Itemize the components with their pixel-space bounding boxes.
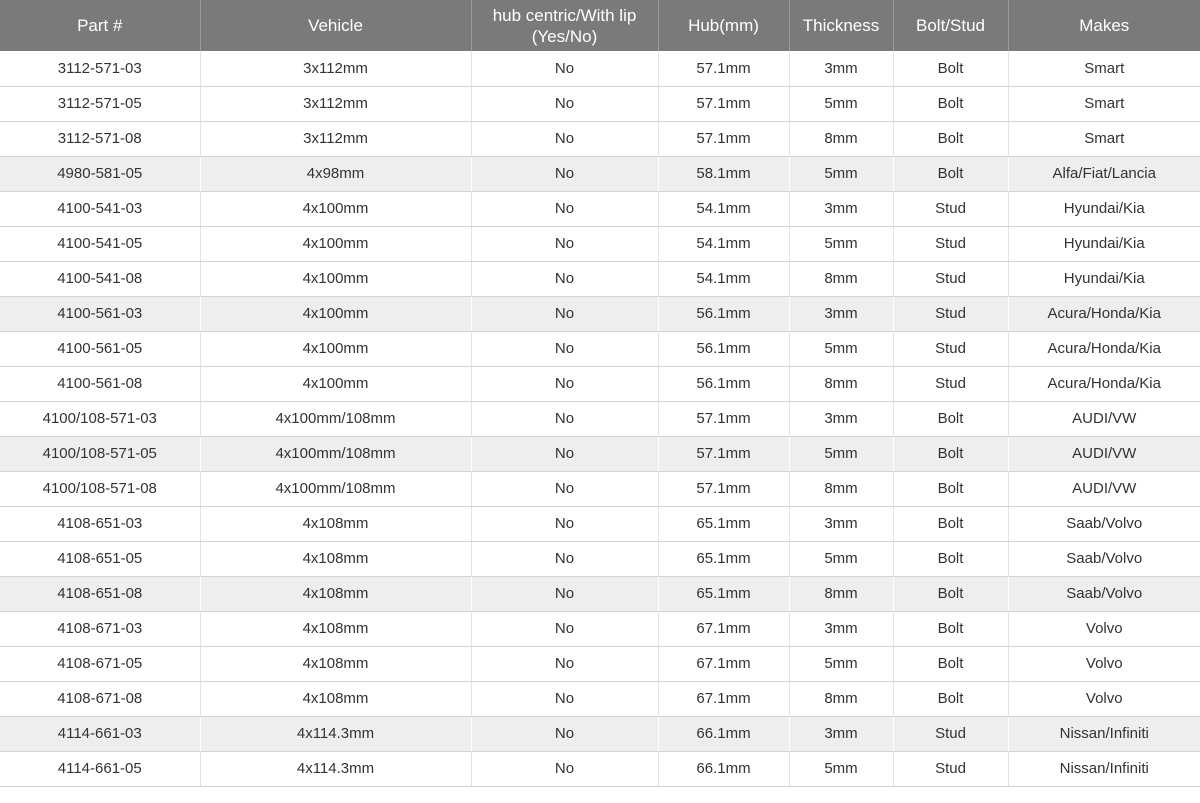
cell-part-number: 4980-581-05 bbox=[0, 156, 200, 191]
header-bolt-stud: Bolt/Stud bbox=[893, 0, 1008, 51]
header-hub-mm: Hub(mm) bbox=[658, 0, 789, 51]
header-part-number: Part # bbox=[0, 0, 200, 51]
table-row bbox=[0, 436, 1200, 471]
cell-makes: Hyundai/Kia bbox=[1008, 261, 1200, 296]
cell-bolt-stud: Bolt bbox=[893, 401, 1008, 436]
cell-vehicle: 3x112mm bbox=[200, 51, 471, 86]
cell-makes: Hyundai/Kia bbox=[1008, 226, 1200, 261]
cell-bolt-stud: Stud bbox=[893, 261, 1008, 296]
cell-bolt-stud: Stud bbox=[893, 716, 1008, 751]
cell-thickness: 3mm bbox=[789, 191, 893, 226]
cell-bolt-stud: Stud bbox=[893, 331, 1008, 366]
cell-thickness: 3mm bbox=[789, 401, 893, 436]
cell-hub-centric: No bbox=[471, 611, 658, 646]
table-row bbox=[0, 156, 1200, 191]
cell-hub-centric: No bbox=[471, 541, 658, 576]
cell-makes: Nissan/Infiniti bbox=[1008, 716, 1200, 751]
cell-thickness: 8mm bbox=[789, 576, 893, 611]
cell-hub-mm: 65.1mm bbox=[658, 576, 789, 611]
cell-thickness: 3mm bbox=[789, 51, 893, 86]
cell-bolt-stud: Stud bbox=[893, 226, 1008, 261]
cell-thickness: 5mm bbox=[789, 331, 893, 366]
cell-bolt-stud: Bolt bbox=[893, 576, 1008, 611]
cell-makes: Saab/Volvo bbox=[1008, 541, 1200, 576]
cell-hub-centric: No bbox=[471, 646, 658, 681]
cell-thickness: 8mm bbox=[789, 121, 893, 156]
cell-hub-centric: No bbox=[471, 366, 658, 401]
cell-bolt-stud: Bolt bbox=[893, 86, 1008, 121]
table-row bbox=[0, 541, 1200, 576]
table-row bbox=[0, 261, 1200, 296]
header-vehicle: Vehicle bbox=[200, 0, 471, 51]
cell-hub-centric: No bbox=[471, 121, 658, 156]
cell-part-number: 4108-671-05 bbox=[0, 646, 200, 681]
cell-hub-centric: No bbox=[471, 471, 658, 506]
cell-hub-mm: 57.1mm bbox=[658, 51, 789, 86]
cell-part-number: 4108-671-03 bbox=[0, 611, 200, 646]
cell-hub-centric: No bbox=[471, 401, 658, 436]
cell-bolt-stud: Stud bbox=[893, 296, 1008, 331]
cell-vehicle: 4x100mm bbox=[200, 226, 471, 261]
cell-hub-mm: 56.1mm bbox=[658, 366, 789, 401]
cell-vehicle: 4x100mm/108mm bbox=[200, 401, 471, 436]
cell-hub-centric: No bbox=[471, 681, 658, 716]
cell-vehicle: 4x100mm bbox=[200, 366, 471, 401]
cell-thickness: 3mm bbox=[789, 506, 893, 541]
cell-hub-mm: 54.1mm bbox=[658, 261, 789, 296]
cell-hub-mm: 67.1mm bbox=[658, 611, 789, 646]
cell-thickness: 5mm bbox=[789, 541, 893, 576]
cell-hub-centric: No bbox=[471, 436, 658, 471]
table-row bbox=[0, 366, 1200, 401]
cell-hub-mm: 58.1mm bbox=[658, 156, 789, 191]
cell-thickness: 5mm bbox=[789, 646, 893, 681]
cell-hub-centric: No bbox=[471, 576, 658, 611]
cell-part-number: 4114-661-05 bbox=[0, 751, 200, 786]
cell-part-number: 4100-541-08 bbox=[0, 261, 200, 296]
cell-part-number: 4100-541-05 bbox=[0, 226, 200, 261]
table-row bbox=[0, 576, 1200, 611]
cell-hub-centric: No bbox=[471, 86, 658, 121]
cell-bolt-stud: Stud bbox=[893, 751, 1008, 786]
cell-vehicle: 4x100mm/108mm bbox=[200, 471, 471, 506]
cell-bolt-stud: Stud bbox=[893, 191, 1008, 226]
cell-part-number: 4108-651-08 bbox=[0, 576, 200, 611]
cell-part-number: 4100/108-571-05 bbox=[0, 436, 200, 471]
cell-bolt-stud: Bolt bbox=[893, 506, 1008, 541]
cell-hub-mm: 57.1mm bbox=[658, 86, 789, 121]
cell-vehicle: 4x108mm bbox=[200, 611, 471, 646]
cell-part-number: 4108-651-03 bbox=[0, 506, 200, 541]
cell-bolt-stud: Bolt bbox=[893, 681, 1008, 716]
cell-makes: Alfa/Fiat/Lancia bbox=[1008, 156, 1200, 191]
header-makes: Makes bbox=[1079, 16, 1130, 35]
table-row bbox=[0, 401, 1200, 436]
header-hub-centric: hub centric/With lip (Yes/No) bbox=[471, 0, 658, 51]
cell-makes: Saab/Volvo bbox=[1008, 576, 1200, 611]
cell-bolt-stud: Bolt bbox=[893, 51, 1008, 86]
cell-vehicle: 4x108mm bbox=[200, 576, 471, 611]
cell-part-number: 4100/108-571-03 bbox=[0, 401, 200, 436]
table-header bbox=[0, 0, 1200, 51]
table-row bbox=[0, 646, 1200, 681]
cell-vehicle: 4x100mm/108mm bbox=[200, 436, 471, 471]
cell-makes: Acura/Honda/Kia bbox=[1008, 366, 1200, 401]
cell-part-number: 3112-571-08 bbox=[0, 121, 200, 156]
cell-hub-mm: 56.1mm bbox=[658, 296, 789, 331]
table-row bbox=[0, 506, 1200, 541]
cell-makes: AUDI/VW bbox=[1008, 436, 1200, 471]
cell-bolt-stud: Stud bbox=[893, 366, 1008, 401]
cell-makes: Acura/Honda/Kia bbox=[1008, 296, 1200, 331]
cell-makes: Nissan/Infiniti bbox=[1008, 751, 1200, 786]
cell-hub-mm: 57.1mm bbox=[658, 121, 789, 156]
cell-vehicle: 4x108mm bbox=[200, 681, 471, 716]
cell-part-number: 4114-661-03 bbox=[0, 716, 200, 751]
cell-part-number: 3112-571-05 bbox=[0, 86, 200, 121]
cell-bolt-stud: Bolt bbox=[893, 436, 1008, 471]
cell-hub-mm: 65.1mm bbox=[658, 506, 789, 541]
table-row bbox=[0, 226, 1200, 261]
cell-vehicle: 4x114.3mm bbox=[200, 716, 471, 751]
table-row bbox=[0, 471, 1200, 506]
table-row bbox=[0, 751, 1200, 786]
cell-hub-mm: 65.1mm bbox=[658, 541, 789, 576]
cell-bolt-stud: Bolt bbox=[893, 541, 1008, 576]
cell-hub-centric: No bbox=[471, 716, 658, 751]
cell-hub-mm: 57.1mm bbox=[658, 471, 789, 506]
cell-vehicle: 4x98mm bbox=[200, 156, 471, 191]
cell-thickness: 3mm bbox=[789, 296, 893, 331]
table-row bbox=[0, 611, 1200, 646]
cell-makes: AUDI/VW bbox=[1008, 471, 1200, 506]
cell-thickness: 5mm bbox=[789, 226, 893, 261]
cell-makes: Saab/Volvo bbox=[1008, 506, 1200, 541]
cell-part-number: 4100-561-08 bbox=[0, 366, 200, 401]
cell-hub-mm: 66.1mm bbox=[658, 716, 789, 751]
cell-hub-mm: 67.1mm bbox=[658, 681, 789, 716]
cell-thickness: 5mm bbox=[789, 86, 893, 121]
table-row bbox=[0, 51, 1200, 86]
cell-bolt-stud: Bolt bbox=[893, 156, 1008, 191]
cell-vehicle: 4x100mm bbox=[200, 331, 471, 366]
cell-thickness: 5mm bbox=[789, 156, 893, 191]
table-row bbox=[0, 121, 1200, 156]
cell-bolt-stud: Bolt bbox=[893, 646, 1008, 681]
cell-thickness: 8mm bbox=[789, 366, 893, 401]
cell-vehicle: 4x114.3mm bbox=[200, 751, 471, 786]
cell-makes: Smart bbox=[1008, 121, 1200, 156]
cell-part-number: 4100-541-03 bbox=[0, 191, 200, 226]
table-row bbox=[0, 191, 1200, 226]
cell-hub-centric: No bbox=[471, 331, 658, 366]
cell-vehicle: 4x100mm bbox=[200, 296, 471, 331]
cell-part-number: 4108-651-05 bbox=[0, 541, 200, 576]
table-row bbox=[0, 331, 1200, 366]
cell-makes: Volvo bbox=[1008, 611, 1200, 646]
cell-vehicle: 4x108mm bbox=[200, 541, 471, 576]
cell-hub-mm: 57.1mm bbox=[658, 436, 789, 471]
cell-vehicle: 4x100mm bbox=[200, 261, 471, 296]
cell-hub-mm: 67.1mm bbox=[658, 646, 789, 681]
table-body bbox=[0, 51, 1200, 786]
cell-makes: Smart bbox=[1008, 86, 1200, 121]
table-row bbox=[0, 681, 1200, 716]
cell-vehicle: 4x108mm bbox=[200, 506, 471, 541]
cell-bolt-stud: Bolt bbox=[893, 611, 1008, 646]
header-thickness: Thickness bbox=[789, 0, 893, 51]
cell-thickness: 5mm bbox=[789, 751, 893, 786]
cell-thickness: 8mm bbox=[789, 261, 893, 296]
table-row bbox=[0, 86, 1200, 121]
cell-hub-centric: No bbox=[471, 506, 658, 541]
cell-vehicle: 3x112mm bbox=[200, 86, 471, 121]
table-row bbox=[0, 296, 1200, 331]
cell-hub-centric: No bbox=[471, 261, 658, 296]
cell-thickness: 3mm bbox=[789, 611, 893, 646]
cell-hub-centric: No bbox=[471, 751, 658, 786]
cell-part-number: 3112-571-03 bbox=[0, 51, 200, 86]
cell-bolt-stud: Bolt bbox=[893, 471, 1008, 506]
cell-hub-centric: No bbox=[471, 296, 658, 331]
cell-thickness: 8mm bbox=[789, 471, 893, 506]
cell-hub-centric: No bbox=[471, 226, 658, 261]
cell-hub-centric: No bbox=[471, 156, 658, 191]
cell-hub-centric: No bbox=[471, 191, 658, 226]
cell-hub-mm: 56.1mm bbox=[658, 331, 789, 366]
cell-hub-mm: 66.1mm bbox=[658, 751, 789, 786]
cell-part-number: 4100-561-03 bbox=[0, 296, 200, 331]
cell-makes: Acura/Honda/Kia bbox=[1008, 331, 1200, 366]
cell-thickness: 8mm bbox=[789, 681, 893, 716]
cell-part-number: 4108-671-08 bbox=[0, 681, 200, 716]
header-row bbox=[0, 0, 1200, 51]
cell-part-number: 4100-561-05 bbox=[0, 331, 200, 366]
cell-vehicle: 4x108mm bbox=[200, 646, 471, 681]
cell-thickness: 5mm bbox=[789, 436, 893, 471]
cell-vehicle: 3x112mm bbox=[200, 121, 471, 156]
cell-makes: Hyundai/Kia bbox=[1008, 191, 1200, 226]
cell-makes: Volvo bbox=[1008, 681, 1200, 716]
cell-hub-mm: 57.1mm bbox=[658, 401, 789, 436]
cell-hub-mm: 54.1mm bbox=[658, 191, 789, 226]
cell-hub-mm: 54.1mm bbox=[658, 226, 789, 261]
cell-thickness: 3mm bbox=[789, 716, 893, 751]
table-row bbox=[0, 716, 1200, 751]
cell-makes: Smart bbox=[1008, 51, 1200, 86]
cell-hub-centric: No bbox=[471, 51, 658, 86]
cell-vehicle: 4x100mm bbox=[200, 191, 471, 226]
cell-bolt-stud: Bolt bbox=[893, 121, 1008, 156]
cell-makes: Volvo bbox=[1008, 646, 1200, 681]
cell-makes: AUDI/VW bbox=[1008, 401, 1200, 436]
cell-part-number: 4100/108-571-08 bbox=[0, 471, 200, 506]
